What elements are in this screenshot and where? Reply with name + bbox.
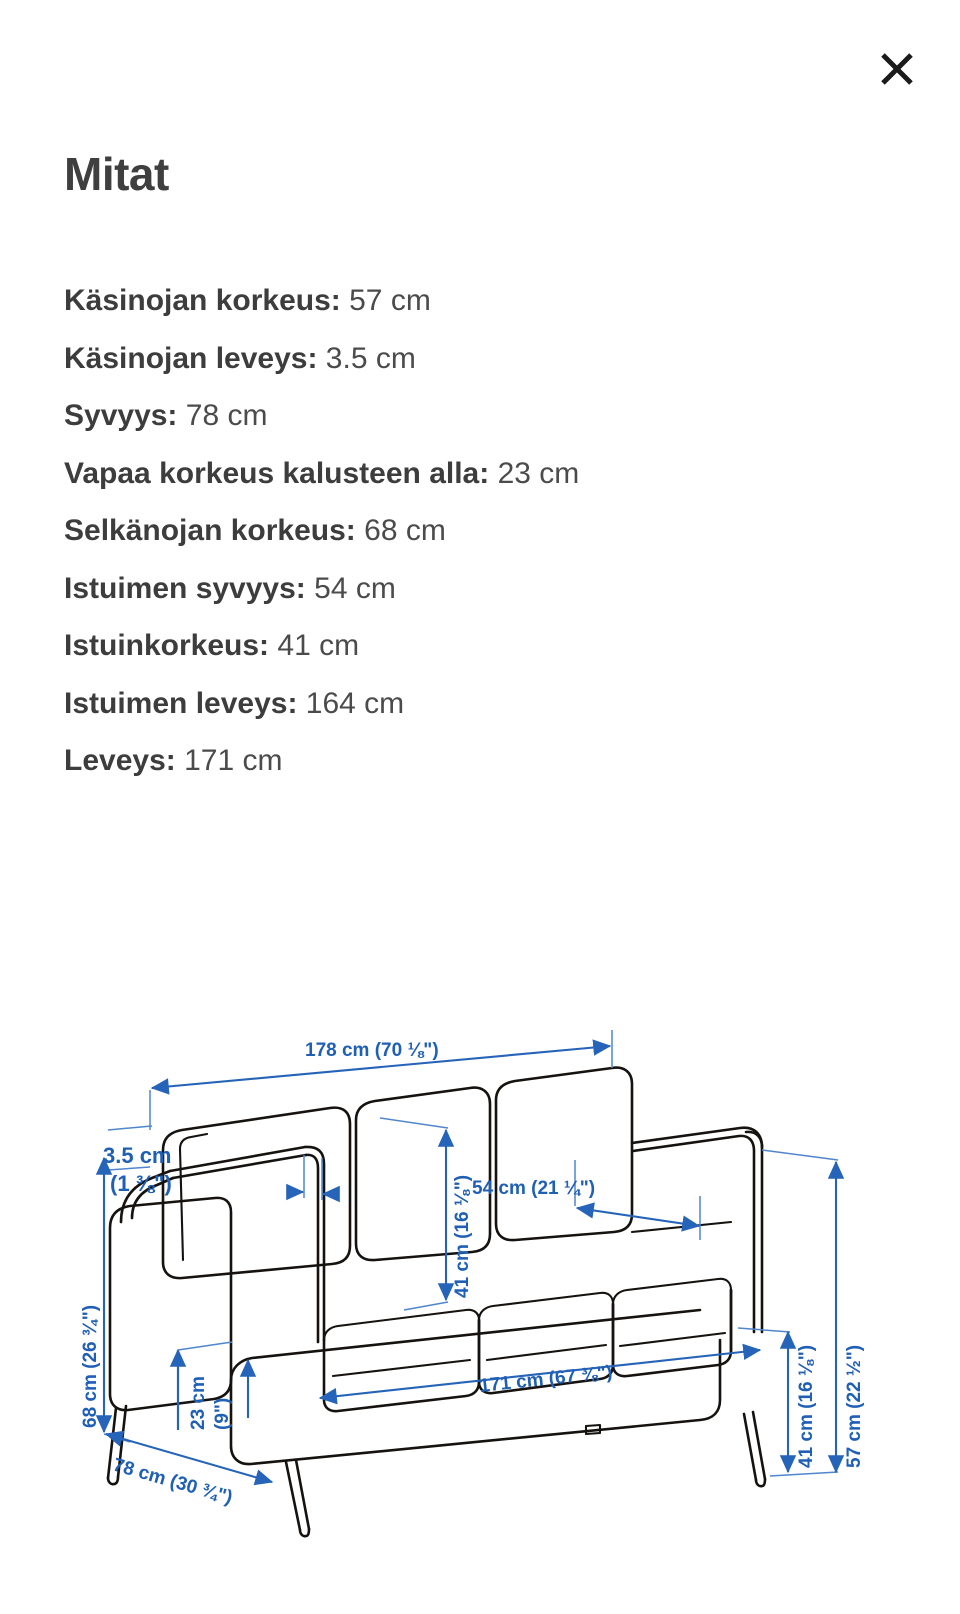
dimension-label-armrest-width-inches: (1 ⅜") [110,1171,172,1196]
dimension-depth [106,1434,272,1509]
list-item [64,272,884,330]
dimension-armrest-width [103,1143,338,1200]
dimension-label-armrest-height: 57 cm (22 ½") [844,1344,865,1468]
dimension-backrest-inner-height [380,1118,473,1310]
sofa-diagram-svg [0,1010,960,1570]
dimension-width [320,1350,760,1398]
measurement-label: Istuimen syvyys: [64,571,306,605]
dimension-clearance [178,1342,248,1430]
list-item [64,617,884,675]
page-title: Mitat [64,148,169,200]
dimension-label-depth: 78 cm (30 ¾") [110,1454,235,1509]
measurement-label: Istuinkorkeus: [64,629,270,662]
measurement-label: Selkänojan korkeus: [64,514,356,547]
measurement-label: Vapaa korkeus kalusteen alla: [64,456,490,490]
measurement-value: 23 cm [497,456,580,490]
dimension-backrest-height [80,1158,130,1442]
measurement-value: 68 cm [364,514,446,547]
measurement-value: 171 cm [184,744,283,777]
measurement-value: 54 cm [314,571,396,605]
list-item [64,330,884,388]
dimension-label-overall-width: 178 cm (70 ⅛") [305,1040,439,1061]
dimension-label-backrest-inner-height: 41 cm (16 ⅛") [452,1174,473,1298]
measurement-label: Käsinojan leveys: [64,341,318,375]
measurement-label: Leveys: [64,744,176,777]
dimension-label-backrest-height: 68 cm (26 ¾") [80,1304,101,1428]
dimension-label-armrest-width: 3.5 cm [103,1143,172,1168]
measurement-label: Istuimen leveys: [64,686,298,720]
measurement-value: 78 cm [185,399,268,432]
measurements-list [64,272,884,790]
list-item [64,387,884,445]
measurement-value: 3.5 cm [325,341,416,375]
dimension-label-clearance-inches: (9") [212,1397,233,1430]
list-item [64,445,884,503]
dimension-label-seat-height: 41 cm (16 ⅛") [796,1344,817,1468]
list-item [64,732,884,790]
list-item [64,560,884,618]
dimension-diagram [0,1010,960,1570]
dimension-label-clearance: 23 cm [188,1376,209,1430]
measurement-label: Käsinojan korkeus: [64,284,341,317]
measurement-value: 41 cm [277,629,360,662]
dimension-label-width: 171 cm (67 ⅜") [478,1362,614,1397]
dimension-overall-width [150,1030,612,1130]
measurement-label: Syvyys: [64,399,178,432]
close-button[interactable] [866,38,928,100]
list-item [64,675,884,733]
measurement-value: 57 cm [349,284,431,317]
close-icon [877,49,917,89]
measurement-value: 164 cm [305,686,405,720]
sofa-illustration [108,1068,765,1537]
list-item [64,502,884,560]
dimension-label-seat-depth: 54 cm (21 ¼") [472,1178,596,1199]
